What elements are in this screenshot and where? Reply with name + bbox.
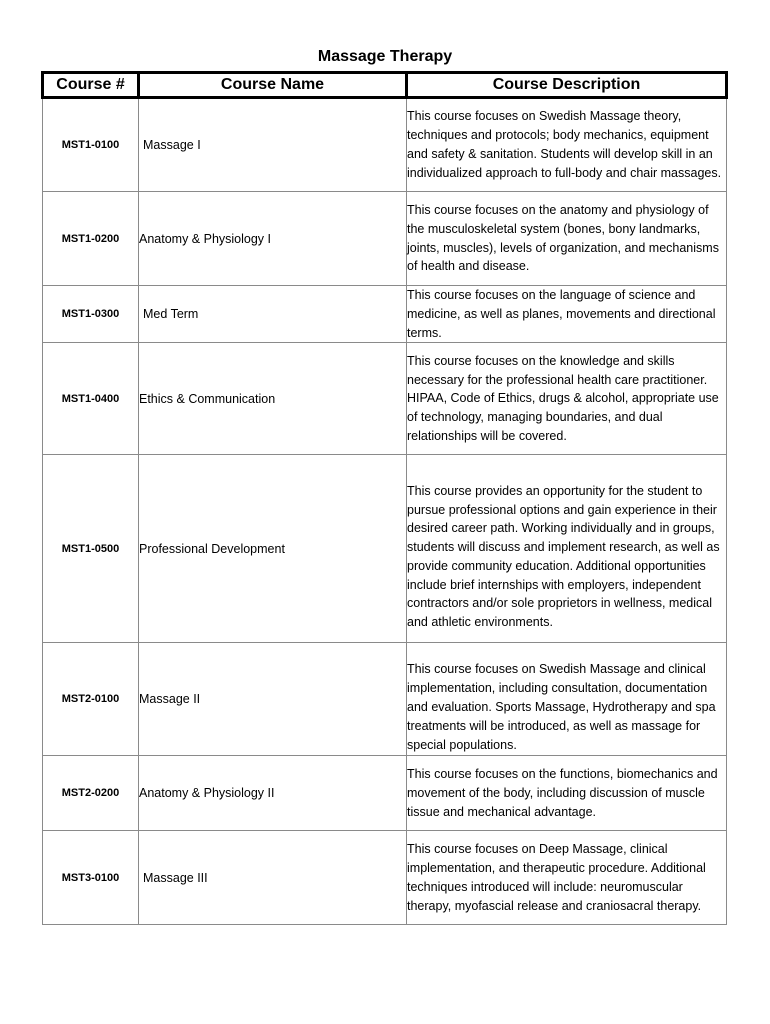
course-description: This course focuses on Swedish Massage and clinical implementation, including consultation, documentation and evaluation. Sports Massage, Hydrotherapy and spa treatments will be introduced, as well as massage for special populations. [407,643,727,756]
course-code: MST1-0100 [43,98,139,192]
course-name-text: Med Term [143,307,199,322]
course-name: Professional Development [139,455,407,643]
header-course-description: Course Description [407,73,727,98]
table-row [43,643,727,756]
course-description: This course focuses on the anatomy and physiology of the musculoskeletal system (bones, bony landmarks, joints, muscles), levels of organization, and mechanisms of health and disease. [407,192,727,286]
table-row [43,192,727,286]
course-description: This course focuses on Swedish Massage theory, techniques and protocols; body mechanics, equipment and safety & sanitation. Students will develop skill in an individualized approach to full-body and chair massages. [407,98,727,192]
course-table [41,71,728,925]
course-description: This course focuses on the language of science and medicine, as well as planes, movements and directional terms. [407,286,727,343]
course-description: This course focuses on the knowledge and skills necessary for the professional health care practitioner. HIPAA, Code of Ethics, drugs & alcohol, appropriate use of technology, managing boundaries, and dual relationships will be covered. [407,343,727,455]
course-description: This course focuses on the functions, biomechanics and movement of the body, including discussion of muscle tissue and mechanical advantage. [407,756,727,831]
header-course-number: Course # [43,73,139,98]
table-row [43,831,727,925]
table-header-row [43,73,727,98]
course-code: MST1-0400 [43,343,139,455]
course-code: MST2-0200 [43,756,139,831]
table-row [43,756,727,831]
course-name-text: Massage III [143,870,208,885]
header-course-name: Course Name [139,73,407,98]
table-row [43,286,727,343]
course-name-text: Massage I [143,138,201,152]
page-title: Massage Therapy [317,48,453,65]
course-name: Anatomy & Physiology II [139,756,407,831]
course-description: This course focuses on Deep Massage, clinical implementation, and therapeutic procedure. Additional techniques introduced will include: neuromuscular therapy, myofascial release and craniosacral therapy. [407,831,727,925]
course-code: MST2-0100 [43,643,139,756]
course-code: MST1-0500 [43,455,139,643]
course-description: This course provides an opportunity for the student to pursue professional options and gain experience in their desired career path. Working individually and in groups, students will discuss and implement research, as well as provide community education. Additional opportunities include brief internships with employers, independent contractors and/or sole proprietors in wellness, medical and athletic environments. [407,455,727,643]
course-name [139,831,407,925]
course-code: MST3-0100 [43,831,139,925]
course-name: Massage II [139,643,407,756]
course-name: Anatomy & Physiology I [139,192,407,286]
course-code: MST1-0200 [43,192,139,286]
course-name [139,98,407,192]
table-row [43,455,727,643]
course-name [139,286,407,343]
course-code: MST1-0300 [43,286,139,343]
table-row [43,98,727,192]
table-row [43,343,727,455]
course-name: Ethics & Communication [139,343,407,455]
